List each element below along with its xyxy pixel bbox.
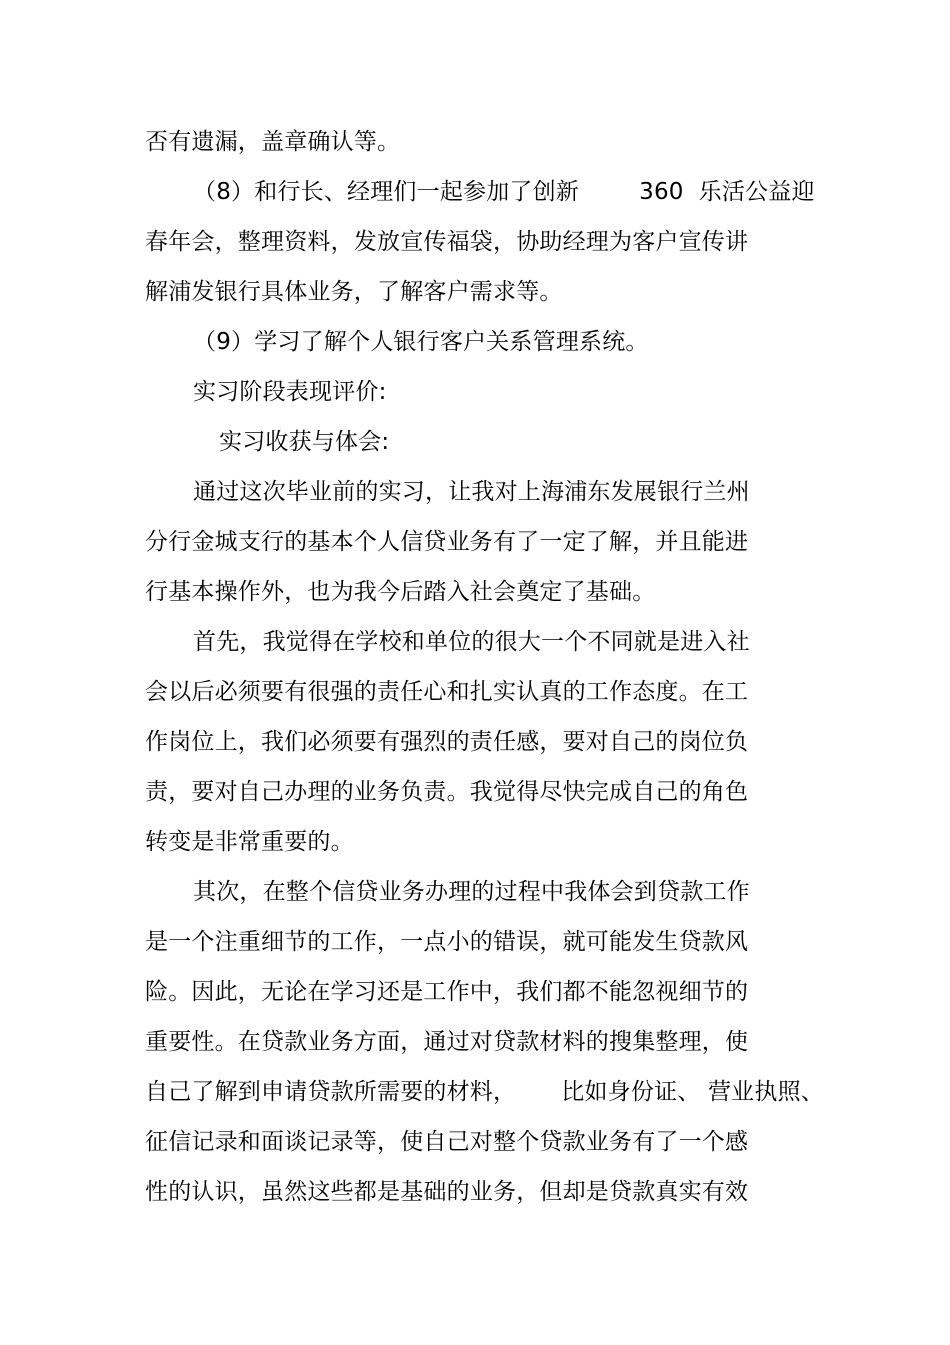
text-line-8: 通过这次毕业前的实习，让我对上海浦东发展银行兰州: [193, 479, 750, 505]
text-line-15: 转变是非常重要的。: [145, 829, 354, 855]
text-line-1: 否有遗漏，盖章确认等。: [145, 129, 401, 155]
text-line-2: （8）和行长、经理们一起参加了创新 360 乐活公益迎: [193, 179, 815, 205]
text-line-7: 实习收获与体会:: [219, 429, 390, 455]
text-line-10: 行基本操作外，也为我今后踏入社会奠定了基础。: [145, 579, 656, 605]
text-line-20: 自己了解到申请贷款所需要的材料， 比如身份证、 营业执照、: [145, 1079, 824, 1105]
text-line-6: 实习阶段表现评价:: [193, 379, 387, 405]
text-line-5: （9）学习了解个人银行客户关系管理系统。: [193, 329, 649, 355]
text-line-4: 解浦发银行具体业务，了解客户需求等。: [145, 279, 563, 305]
text-line-12: 会以后必须要有很强的责任心和扎实认真的工作态度。在工: [145, 679, 749, 705]
text-line-13: 作岗位上，我们必须要有强烈的责任感，要对自己的岗位负: [145, 729, 749, 755]
text-line-16: 其次，在整个信贷业务办理的过程中我体会到贷款工作: [193, 879, 750, 905]
text-line-21: 征信记录和面谈记录等，使自己对整个贷款业务有了一个感: [145, 1129, 749, 1155]
text-line-22: 性的认识，虽然这些都是基础的业务，但却是贷款真实有效: [145, 1179, 749, 1205]
text-line-17: 是一个注重细节的工作，一点小的错误，就可能发生贷款风: [145, 929, 749, 955]
text-line-18: 险。因此，无论在学习还是工作中，我们都不能忽视细节的: [145, 979, 749, 1005]
text-line-11: 首先，我觉得在学校和单位的很大一个不同就是进入社: [193, 629, 750, 655]
text-line-14: 责，要对自己办理的业务负责。我觉得尽快完成自己的角色: [145, 779, 749, 805]
text-line-19: 重要性。在贷款业务方面，通过对贷款材料的搜集整理，使: [145, 1029, 749, 1055]
text-line-9: 分行金城支行的基本个人信贷业务有了一定了解，并且能进: [145, 529, 749, 555]
text-line-3: 春年会，整理资料，发放宣传福袋，协助经理为客户宣传讲: [145, 229, 749, 255]
